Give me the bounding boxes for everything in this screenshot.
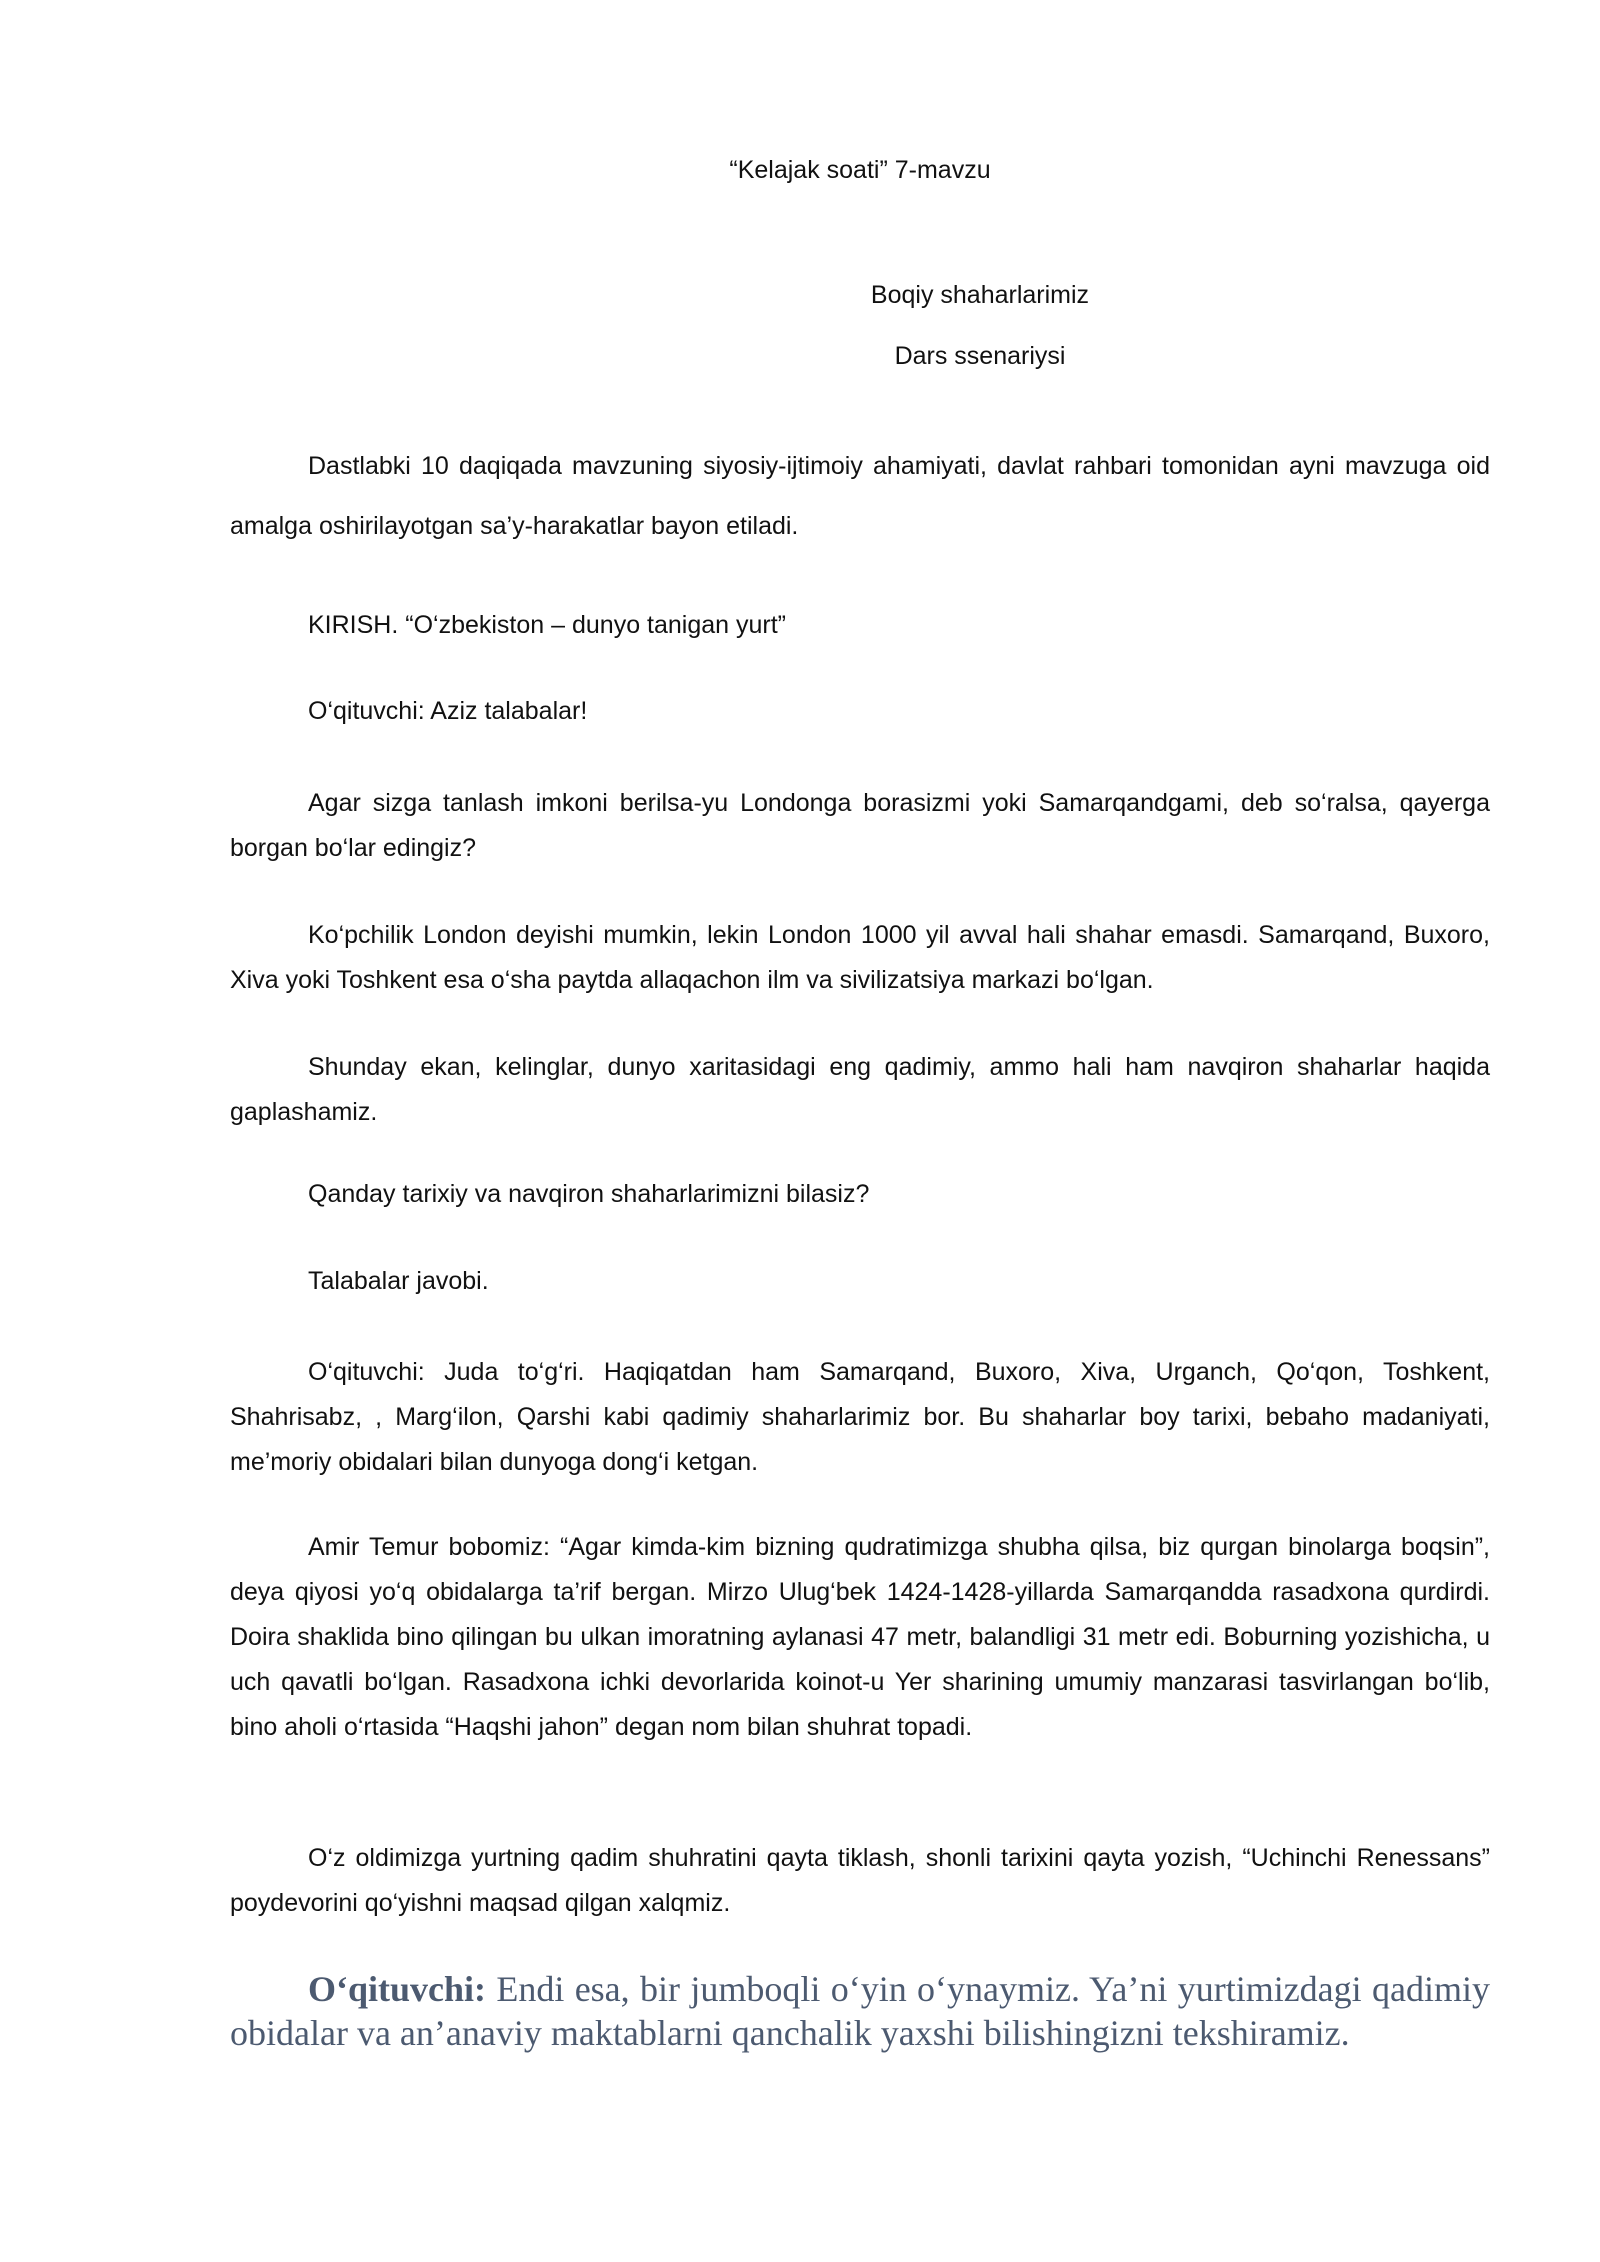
teacher-cities-paragraph: O‘qituvchi: Juda to‘g‘ri. Haqiqatdan ham Samarqand, Buxoro, Xiva, Urganch, Qo‘qon, Toshkent, Shahrisabz, , Marg‘ilon, Qarshi kabi qadimiy shaharlarimiz bor. Bu shaharlar boy tarixi, bebaho madaniyati, me’moriy obidalari bilan dunyoga dong‘i ketgan. [230,1358,1490,1476]
game-intro-text: Endi esa, bir jumboqli o‘yin o‘ynaymiz. Ya’ni yurtimizdagi qadimiy obidalar va an’anaviy maktablarni qanchalik yaxshi bilishingizni tekshiramiz. [230,1969,1490,2053]
game-intro-paragraph [230,1967,1490,2055]
teacher-label: O‘qituvchi: [308,1969,487,2009]
question-paragraph: Agar sizga tanlash imkoni berilsa-yu Londonga borasizmi yoki Samarqandgami, deb so‘ralsa, qayerga borgan bo‘lar edingiz? [230,789,1490,862]
topic-line: “Kelajak soati” 7-mavzu [729,156,991,184]
students-answer: Talabalar javobi. [308,1267,489,1295]
intro-paragraph: Dastlabki 10 daqiqada mavzuning siyosiy-ijtimoiy ahamiyati, davlat rahbari tomonidan ayni mavzuga oid amalga oshirilayotgan sa’y-harakatlar bayon etiladi. [230,452,1490,540]
amir-temur-paragraph: Amir Temur bobomiz: “Agar kimda-kim bizning qudratimizga shubha qilsa, biz qurgan binolarga boqsin”, deya qiyosi yo‘q obidalarga ta’rif bergan. Mirzo Ulug‘bek 1424-1428-yillarda Samarqandda rasadxona qurdirdi. Doira shaklida bino qilingan bu ulkan imoratning aylanasi 47 metr, balandligi 31 metr edi. Boburning yozishicha, u uch qavatli bo‘lgan. Rasadxona ichki devorlarida koinot-u Yer sharining umumiy manzarasi tasvirlangan bo‘lib, bino aholi o‘rtasida “Haqshi jahon” degan nom bilan shuhrat topadi. [230,1533,1490,1741]
cities-intro-paragraph: Shunday ekan, kelinglar, dunyo xaritasidagi eng qadimiy, ammo hali ham navqiron shaharlar haqida gaplashamiz. [230,1053,1490,1126]
lesson-title: Boqiy shaharlarimiz [870,281,1090,309]
section-heading-kirish: KIRISH. “O‘zbekiston – dunyo tanigan yurt” [308,611,787,639]
renaissance-paragraph: O‘z oldimizga yurtning qadim shuhratini qayta tiklash, shonli tarixini qayta yozish, “Uchinchi Renessans” poydevorini qo‘yishni maqsad qilgan xalqmiz. [230,1844,1490,1917]
teacher-greeting: O‘qituvchi: Aziz talabalar! [308,697,588,725]
lesson-subtitle: Dars ssenariysi [894,342,1066,370]
cities-question: Qanday tarixiy va navqiron shaharlarimizni bilasiz? [308,1180,870,1208]
london-paragraph: Ko‘pchilik London deyishi mumkin, lekin London 1000 yil avval hali shahar emasdi. Samarqand, Buxoro, Xiva yoki Toshkent esa o‘sha paytda allaqachon ilm va sivilizatsiya markazi bo‘lgan. [230,921,1490,994]
